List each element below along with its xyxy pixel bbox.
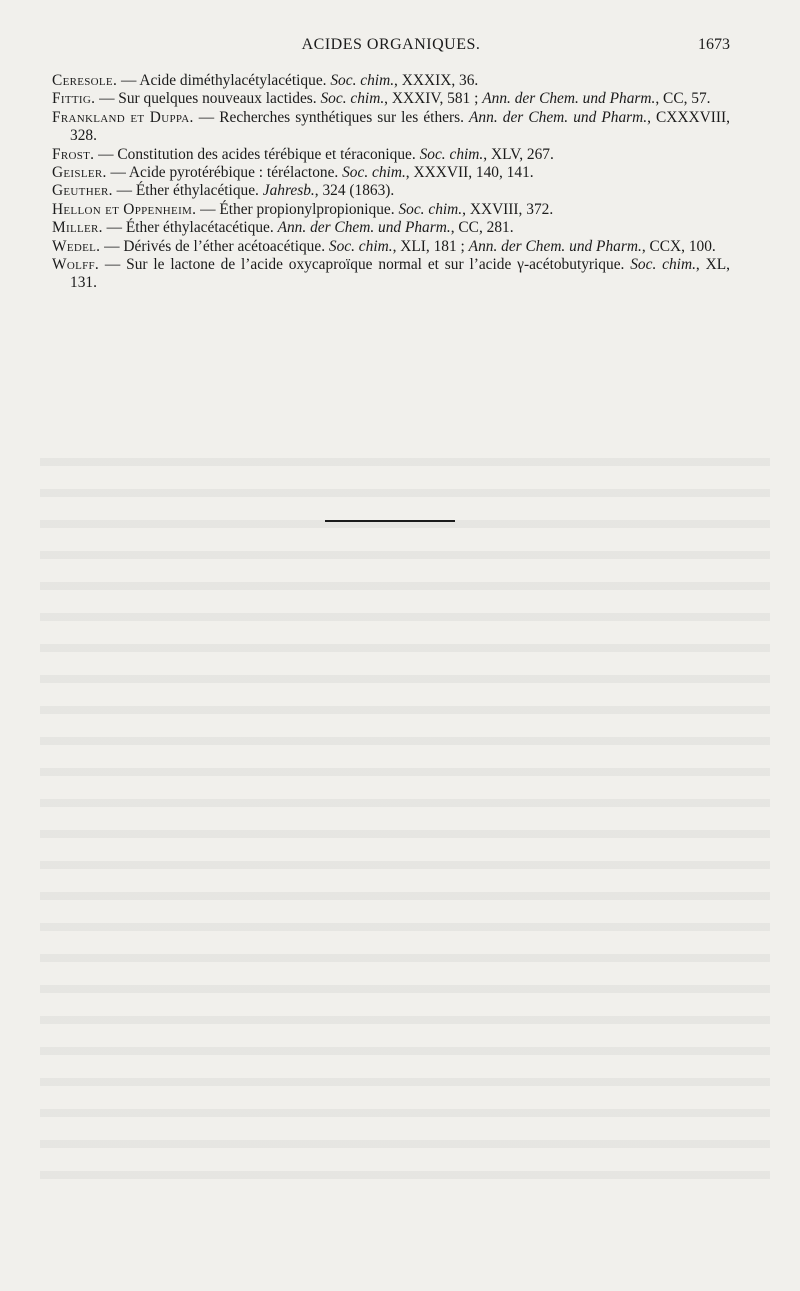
reference-entry (52, 109, 730, 146)
reference-journal: Jahresb. (262, 182, 315, 200)
reference-entry (52, 90, 730, 108)
reference-author: Miller. (52, 219, 103, 237)
reference-author: Ceresole. (52, 72, 118, 89)
reference-author: Wedel. (52, 237, 101, 255)
page-number: 1673 (698, 36, 730, 53)
reference-volume: , XXXVII, 140, 141. (405, 164, 534, 182)
reference-volume: , XLV, 267. (483, 145, 554, 163)
reference-volume-2: , CC, 57. (655, 90, 711, 108)
reference-volume: , XLI, 181 ; (392, 237, 469, 255)
reference-author: Hellon et Oppenheim. (52, 200, 197, 218)
reference-entry (52, 238, 730, 256)
reference-author: Geuther. (52, 182, 113, 200)
reference-journal: Soc. chim. (342, 164, 406, 182)
reference-volume: , XXXIV, 581 ; (384, 90, 483, 108)
reference-journal: Soc. chim. (419, 145, 484, 163)
page-header (52, 36, 730, 58)
reference-entry (52, 182, 730, 200)
reference-title: — Recherches synthétiques sur les éthers. (193, 108, 470, 126)
reference-journal: Soc. chim. (330, 72, 395, 89)
reference-volume: , CXXXVIII, 328. (70, 108, 730, 145)
reference-entry (52, 256, 730, 293)
reference-volume: , XXXIX, 36. (394, 72, 479, 89)
bibliography-list (52, 72, 730, 293)
reference-journal: Soc. chim. (630, 256, 696, 274)
reference-entry (52, 219, 730, 237)
reference-author: Fittig. (52, 90, 96, 108)
reference-journal: Soc. chim. (320, 90, 385, 108)
reference-author: Frost. (52, 145, 95, 163)
reference-volume: , CC, 281. (450, 219, 514, 237)
reference-journal: Ann. der Chem. und Pharm. (277, 219, 451, 237)
reference-volume: , XL, 131. (70, 256, 730, 292)
section-divider (325, 520, 455, 522)
reference-title: — Acide pyrotérébique : térélactone. (106, 164, 343, 182)
reference-journal: Soc. chim. (398, 200, 463, 218)
reference-author: Wolff. (52, 256, 100, 274)
reference-title: — Sur le lactone de l’acide oxycaproïque normal et sur l’acide γ-acétobutyrique. (99, 256, 631, 274)
reference-journal-2: Ann. der Chem. und Pharm. (468, 237, 642, 255)
reference-title: — Sur quelques nouveaux lactides. (95, 90, 321, 108)
reference-journal: Ann. der Chem. und Pharm. (469, 108, 648, 126)
reference-journal-2: Ann. der Chem. und Pharm. (482, 90, 656, 108)
reference-author: Geisler. (52, 164, 107, 182)
reference-volume: , 324 (1863). (314, 182, 395, 200)
bleed-through-background (40, 440, 770, 1200)
reference-title: — Dérivés de l’éther acétoacétique. (100, 237, 329, 255)
reference-entry (52, 72, 730, 90)
reference-entry (52, 201, 730, 219)
reference-title: — Éther éthylacétacétique. (102, 219, 278, 237)
reference-volume-2: , CCX, 100. (641, 237, 716, 255)
reference-journal: Soc. chim. (328, 237, 393, 255)
reference-title: — Constitution des acides térébique et téraconique. (94, 145, 420, 163)
reference-title: — Éther propionylpropionique. (196, 200, 399, 218)
reference-title: — Éther éthylacétique. (112, 182, 263, 200)
reference-entry (52, 146, 730, 164)
running-title: ACIDES ORGANIQUES. (301, 36, 481, 53)
reference-volume: , XXVIII, 372. (462, 200, 554, 218)
reference-title: — Acide diméthylacétylacétique. (117, 72, 331, 89)
reference-entry (52, 164, 730, 182)
reference-author: Frankland et Duppa. (52, 108, 194, 126)
